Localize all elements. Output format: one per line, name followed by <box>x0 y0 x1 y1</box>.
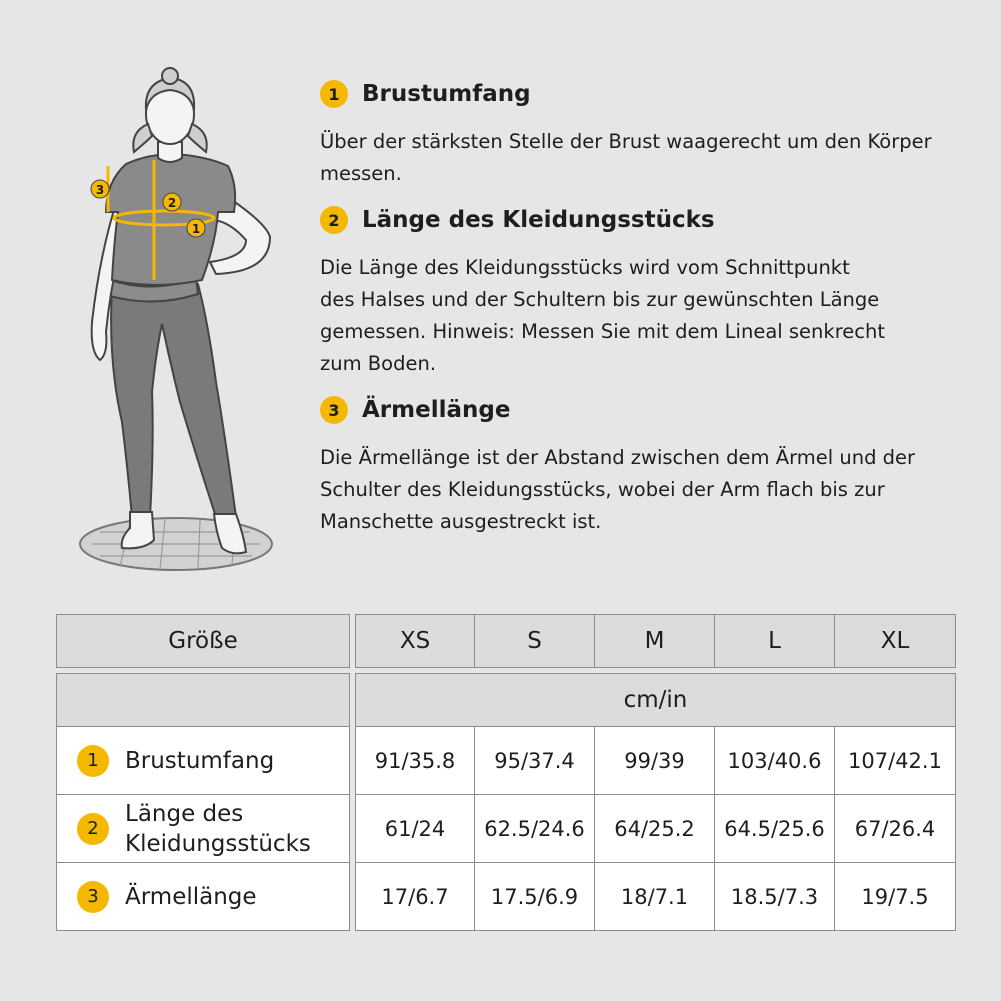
table-cell: 17.5/6.9 <box>474 862 595 931</box>
table-cell: 61/24 <box>355 794 475 863</box>
size-header-l: L <box>714 614 835 668</box>
table-cell: 107/42.1 <box>834 726 956 795</box>
unit-row-blank <box>56 673 350 727</box>
table-cell: 18/7.1 <box>594 862 715 931</box>
section-description: Die Länge des Kleidungsstücks wird vom Schnittpunkt des Halses und der Schultern bis zur gewünschten Länge gemessen. Hinweis: Messen Sie mit dem Lineal senkrecht zum Boden. <box>320 256 886 375</box>
row-label-brustumfang <box>56 726 350 795</box>
number-badge: 3 <box>77 881 109 913</box>
size-header-m: M <box>594 614 715 668</box>
unit-label: cm/in <box>355 673 956 727</box>
measurement-instructions <box>320 80 970 554</box>
section-heading <box>320 396 970 424</box>
section-brustumfang <box>320 80 970 190</box>
row-label-aermellaenge <box>56 862 350 931</box>
number-badge: 3 <box>320 396 348 424</box>
section-title: Ärmellänge <box>362 397 511 423</box>
table-cell: 67/26.4 <box>834 794 956 863</box>
table-cell: 64.5/25.6 <box>714 794 835 863</box>
number-badge: 1 <box>320 80 348 108</box>
table-cell: 99/39 <box>594 726 715 795</box>
section-title: Länge des Kleidungsstücks <box>362 207 715 233</box>
section-heading <box>320 206 970 234</box>
woman-silhouette-icon <box>70 62 290 572</box>
marker-1-label: 1 <box>191 222 201 236</box>
section-heading <box>320 80 970 108</box>
row-label-text: Ärmellänge <box>125 883 257 910</box>
model-figure-illustration <box>70 62 290 572</box>
section-description: Über der stärksten Stelle der Brust waagerecht um den Körper messen. <box>320 130 932 185</box>
table-cell: 17/6.7 <box>355 862 475 931</box>
marker-3-label: 3 <box>95 183 105 197</box>
section-aermellaenge <box>320 396 970 538</box>
table-cell: 62.5/24.6 <box>474 794 595 863</box>
number-badge: 2 <box>320 206 348 234</box>
size-header-xs: XS <box>355 614 475 668</box>
table-cell: 18.5/7.3 <box>714 862 835 931</box>
row-label-laenge <box>56 794 350 863</box>
table-cell: 64/25.2 <box>594 794 715 863</box>
row-label-text: Brustumfang <box>125 747 275 774</box>
size-header-label: Größe <box>56 614 350 668</box>
table-cell: 19/7.5 <box>834 862 956 931</box>
number-badge: 2 <box>77 813 109 845</box>
row-label-text: Länge des Kleidungsstücks <box>125 800 311 857</box>
table-cell: 103/40.6 <box>714 726 835 795</box>
section-title: Brustumfang <box>362 81 531 107</box>
marker-2-label: 2 <box>167 196 177 210</box>
table-cell: 95/37.4 <box>474 726 595 795</box>
size-header-s: S <box>474 614 595 668</box>
section-laenge <box>320 206 970 380</box>
table-cell: 91/35.8 <box>355 726 475 795</box>
number-badge: 1 <box>77 745 109 777</box>
size-header-xl: XL <box>834 614 956 668</box>
section-description: Die Ärmellänge ist der Abstand zwischen dem Ärmel und der Schulter des Kleidungsstücks, wobei der Arm flach bis zur Manschette ausgestreckt ist. <box>320 446 916 533</box>
